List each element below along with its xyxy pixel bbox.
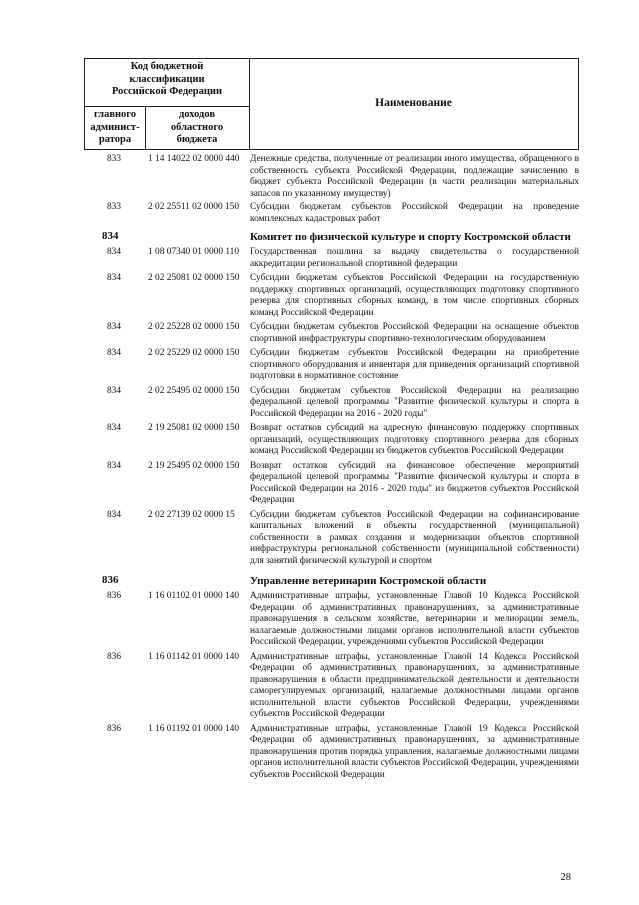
code-group-line-1: Код бюджетной bbox=[130, 61, 204, 72]
admin-code: 834 bbox=[106, 460, 122, 471]
income-code bbox=[144, 575, 248, 588]
code-group-line-3: Российской Федерации bbox=[111, 86, 223, 97]
income-code: 2 19 25081 02 0000 150 bbox=[148, 423, 240, 433]
admin-code: 834 bbox=[106, 273, 122, 283]
admin-code: 834 bbox=[106, 348, 122, 358]
section-title: Комитет по физической культуре и спорту Костромской области bbox=[250, 231, 571, 243]
admin-code: 836 bbox=[102, 574, 119, 586]
income-code: 2 02 25229 02 0000 150 bbox=[148, 348, 240, 358]
table-row bbox=[84, 510, 579, 568]
table-row bbox=[84, 386, 579, 421]
table-row bbox=[84, 322, 579, 345]
admin-code: 834 bbox=[102, 230, 119, 242]
code-group-line-2: классификации bbox=[129, 73, 205, 85]
table-body bbox=[84, 151, 579, 781]
income-header-line-3: бюджета bbox=[176, 134, 218, 145]
section-row bbox=[84, 575, 579, 588]
income-code: 2 02 25081 02 0000 150 bbox=[148, 273, 240, 283]
table-row bbox=[84, 591, 579, 649]
income-code: 1 16 01192 01 0000 140 bbox=[148, 723, 240, 734]
admin-column-header bbox=[85, 109, 145, 147]
income-code: 2 02 27139 02 0000 15 bbox=[148, 509, 235, 520]
income-name: Субсидии бюджетам субъектов Российской Федерации на софинансирование капитальных вложений в объекты государственной (муниципальной) собственности в рамках создания и модернизации объектов спортивной инфраструктуры региональной собственности (муниципальной собственности) для занятий физической культурой и спортом bbox=[250, 509, 579, 566]
income-code: 1 08 07340 01 0000 110 bbox=[148, 247, 240, 257]
income-header-line-2: областного bbox=[170, 121, 224, 133]
table-header bbox=[84, 58, 579, 150]
income-code: 2 02 25511 02 0000 150 bbox=[148, 202, 240, 212]
income-name: Возврат остатков субсидий на адресную финансовую поддержку спортивных организаций, осуществляющих подготовку спортивного резерва для сборных команд Российской Федерации из бюджетов субъектов Российской Федерации bbox=[250, 423, 579, 456]
admin-code: 834 bbox=[106, 509, 122, 520]
table-row bbox=[84, 724, 579, 782]
admin-code: 836 bbox=[106, 651, 122, 662]
table-row bbox=[84, 348, 579, 383]
admin-header-line-1: главного bbox=[93, 109, 137, 120]
income-code bbox=[144, 231, 248, 244]
table-row bbox=[84, 461, 579, 507]
section-title: Управление ветеринарии Костромской области bbox=[250, 575, 487, 587]
income-code: 2 02 25228 02 0000 150 bbox=[148, 322, 240, 332]
admin-code: 834 bbox=[106, 322, 122, 332]
admin-code: 834 bbox=[106, 247, 122, 257]
income-code: 2 19 25495 02 0000 150 bbox=[148, 460, 240, 471]
income-column-header bbox=[145, 109, 249, 147]
income-name: Субсидии бюджетам субъектов Российской Федерации на проведение комплексных кадастровых работ bbox=[250, 202, 579, 224]
income-name: Денежные средства, полученные от реализации иного имущества, обращенного в собственность субъекта Российской Федерации, подлежащие зачислению в бюджет субъекта Российской Федерации (в части реализации материальных запасов по указанному имуществу) bbox=[250, 154, 579, 199]
admin-code: 834 bbox=[106, 423, 122, 433]
income-name: Государственная пошлина за выдачу свидетельства о государственной аккредитации региональной спортивной федерации bbox=[250, 247, 579, 269]
income-code: 1 14 14022 02 0000 440 bbox=[148, 154, 240, 164]
admin-code: 836 bbox=[106, 591, 122, 601]
table-row bbox=[84, 423, 579, 458]
name-column-header: Наименование bbox=[375, 97, 452, 109]
admin-code: 833 bbox=[106, 202, 122, 212]
income-name: Субсидии бюджетам субъектов Российской Федерации на оснащение объектов спортивной инфраструктуры спортивно-технологическим оборудованием bbox=[250, 322, 579, 344]
income-code: 1 16 01142 01 0000 140 bbox=[148, 651, 240, 662]
admin-code: 834 bbox=[106, 385, 122, 396]
section-row bbox=[84, 231, 579, 244]
admin-header-line-3: ратора bbox=[98, 134, 132, 145]
code-group-header bbox=[85, 61, 249, 99]
income-name: Административные штрафы, установленные Главой 10 Кодекса Российской Федерации об административных правонарушениях, за административные правонарушения в сельском хозяйстве, ветеринарии и мелиорации земель, налагаемые должностными лицами органов исполнительной власти субъектов Российской Федерации, учреждениями субъектов Российской Федерации bbox=[250, 591, 579, 647]
admin-header-line-2: админист- bbox=[90, 121, 140, 133]
table-row bbox=[84, 652, 579, 721]
table-row bbox=[84, 202, 579, 225]
income-name: Возврат остатков субсидий на финансовое обеспечение мероприятий федеральной целевой программы "Развитие физической культуры и спорта в Российской Федерации на 2016 - 2020 годы" из бюджетов субъектов Российской Федерации bbox=[250, 460, 579, 505]
income-name: Субсидии бюджетам субъектов Российской Федерации на приобретение спортивного оборудования и инвентаря для приведения организаций спортивной подготовки в нормативное состояние bbox=[250, 348, 579, 381]
table-row bbox=[84, 154, 579, 200]
income-name: Субсидии бюджетам субъектов Российской Федерации на государственную поддержку спортивных организаций, осуществляющих подготовку спортивного резерва для спортивных сборных команд, в том числе спортивных сборных команд Российской Федерации bbox=[250, 273, 579, 318]
table-row bbox=[84, 273, 579, 319]
income-header-line-1: доходов bbox=[178, 109, 216, 120]
admin-code: 833 bbox=[106, 154, 122, 164]
income-code: 2 02 25495 02 0000 150 bbox=[148, 385, 240, 396]
income-name: Субсидии бюджетам субъектов Российской Федерации на реализацию федеральной целевой программы "Развитие физической культуры и спорта в Российской Федерации на 2016 - 2020 годы" bbox=[250, 385, 579, 419]
table-row bbox=[84, 247, 579, 270]
page-number: 28 bbox=[560, 872, 571, 883]
admin-code: 836 bbox=[106, 723, 122, 734]
income-code: 1 16 01102 01 0000 140 bbox=[148, 591, 240, 601]
income-name: Административные штрафы, установленные Главой 19 Кодекса Российской Федерации об административных правонарушениях, за административные правонарушения против порядка управления, налагаемые должностными лицами органов исполнительной власти субъектов Российской Федерации, учреждениями субъектов Российской Федерации bbox=[250, 723, 579, 780]
income-name: Административные штрафы, установленные Главой 14 Кодекса Российской Федерации об административных правонарушениях, за административные правонарушения в области предпринимательской деятельности и деятельности саморегулируемых организаций, налагаемые должностными лицами органов исполнительной власти субъектов Российской Федерации, учреждениями субъектов Российской Федерации bbox=[250, 651, 579, 719]
